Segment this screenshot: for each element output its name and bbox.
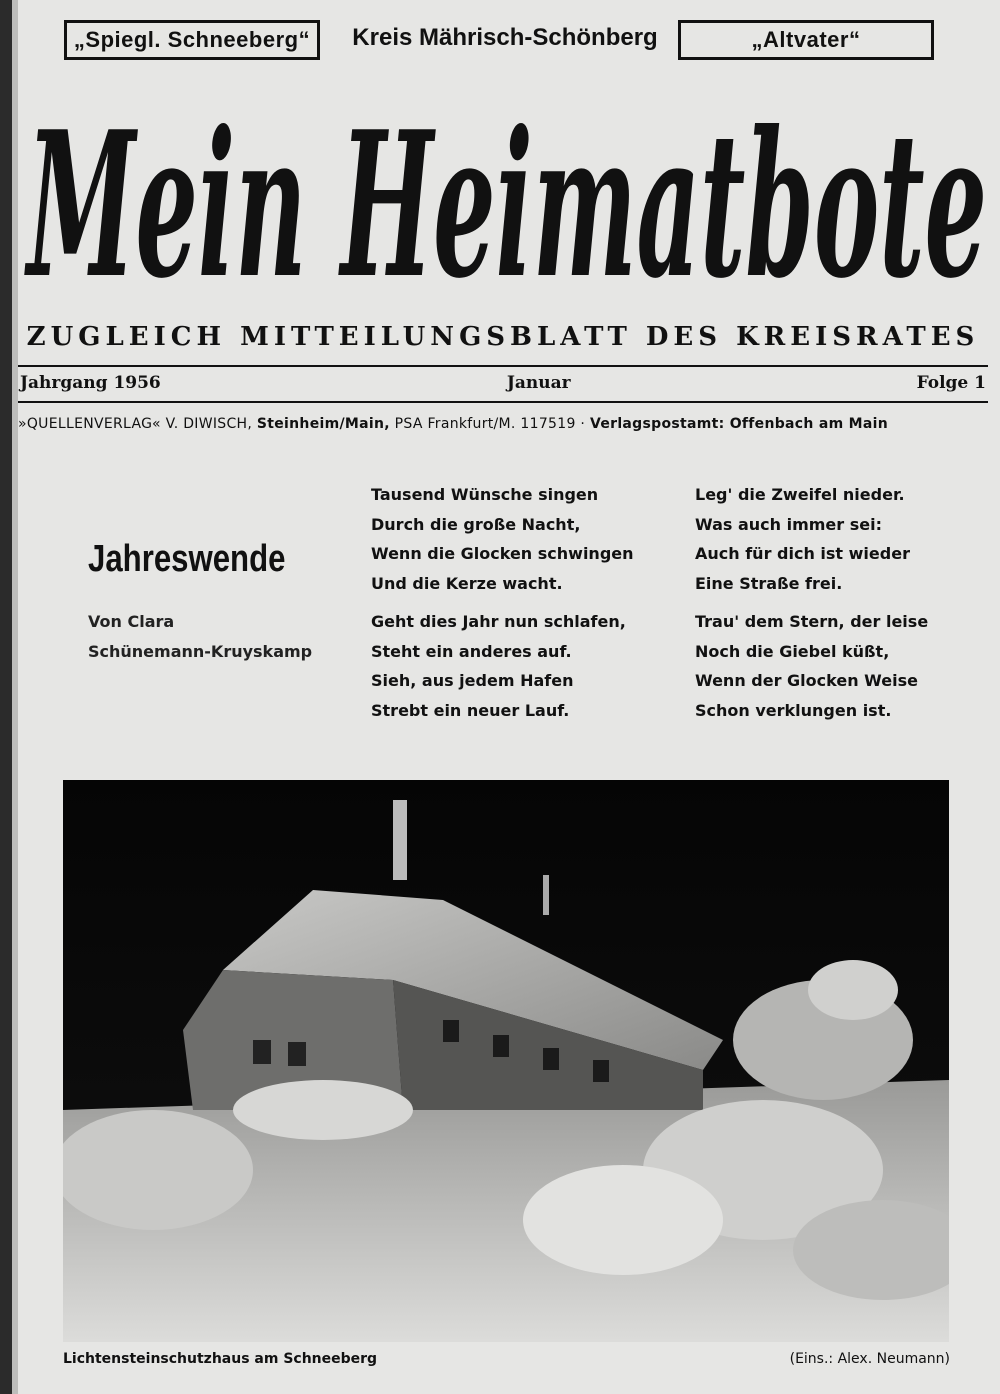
cover-photo: [63, 780, 949, 1342]
masthead-title-graphic: [14, 70, 1000, 320]
publisher-post-office: Verlagspostamt: Offenbach am Main: [589, 416, 888, 432]
edition-box-left: [64, 20, 320, 60]
photo-credit: (Eins.: Alex. Neumann): [789, 1351, 950, 1367]
masthead-title: Mein Heimatbote: [24, 88, 987, 320]
snow-hut-photo: [63, 780, 949, 1342]
poem-line: Steht ein anderes auf.: [371, 641, 572, 661]
poem-line: Sieh, aus jedem Hafen: [371, 671, 574, 690]
publisher-name: »QUELLENVERLAG« V. DIWISCH,: [18, 416, 253, 432]
divider-bottom: [18, 401, 988, 403]
poem-line: Schon verklungen ist.: [695, 700, 892, 720]
issue-year: Jahrgang 1956: [20, 373, 161, 393]
masthead-subtitle: ZUGLEICH MITTEILUNGSBLATT DES KREISRATES: [26, 322, 980, 352]
issue-month: Januar: [506, 373, 571, 393]
masthead: [14, 70, 1000, 320]
poem-title: Jahreswende: [88, 538, 286, 580]
edition-left-label: „Spiegl. Schneeberg“: [73, 27, 311, 52]
edition-box-right: [678, 20, 934, 60]
poem-line: Was auch immer sei:: [695, 514, 882, 534]
poem-line: Wenn der Glocken Weise: [695, 671, 918, 690]
poem-stanza-1: [371, 480, 634, 598]
issue-info-row: [20, 373, 986, 393]
poem-line: Durch die große Nacht,: [371, 514, 581, 534]
photo-caption: Lichtensteinschutzhaus am Schneeberg: [63, 1351, 378, 1367]
poem-line: Wenn die Glocken schwingen: [371, 544, 634, 563]
poem-line: Auch für dich ist wieder: [695, 544, 910, 563]
district-label: Kreis Mährisch-Schönberg: [352, 24, 658, 51]
poem-line: Geht dies Jahr nun schlafen,: [371, 612, 626, 631]
issue-number: Folge 1: [916, 373, 986, 393]
divider-top: [18, 365, 988, 367]
poem-line: Leg' die Zweifel nieder.: [695, 485, 905, 504]
poem-line: Strebt ein neuer Lauf.: [371, 700, 570, 720]
poem-line: Tausend Wünsche singen: [371, 485, 599, 504]
poem-author-line2: Schünemann-Kruyskamp: [88, 642, 313, 661]
poem-line: Eine Straße frei.: [695, 573, 843, 593]
page-binding-edge: [0, 0, 12, 1394]
publisher-account: PSA Frankfurt/M. 117519 ·: [394, 416, 586, 432]
poem-stanza-2: [371, 607, 626, 725]
publisher-line: [18, 416, 988, 432]
poem-author-line1: Von Clara: [88, 612, 175, 631]
poem-stanza-4: [695, 607, 928, 725]
poem-line: Und die Kerze wacht.: [371, 573, 563, 593]
publisher-city: Steinheim/Main,: [256, 416, 390, 432]
edition-right-label: „Altvater“: [751, 27, 861, 52]
poem-stanza-3: [695, 480, 910, 598]
poem-line: Trau' dem Stern, der leise: [695, 612, 929, 631]
poem-line: Noch die Giebel küßt,: [695, 641, 890, 661]
